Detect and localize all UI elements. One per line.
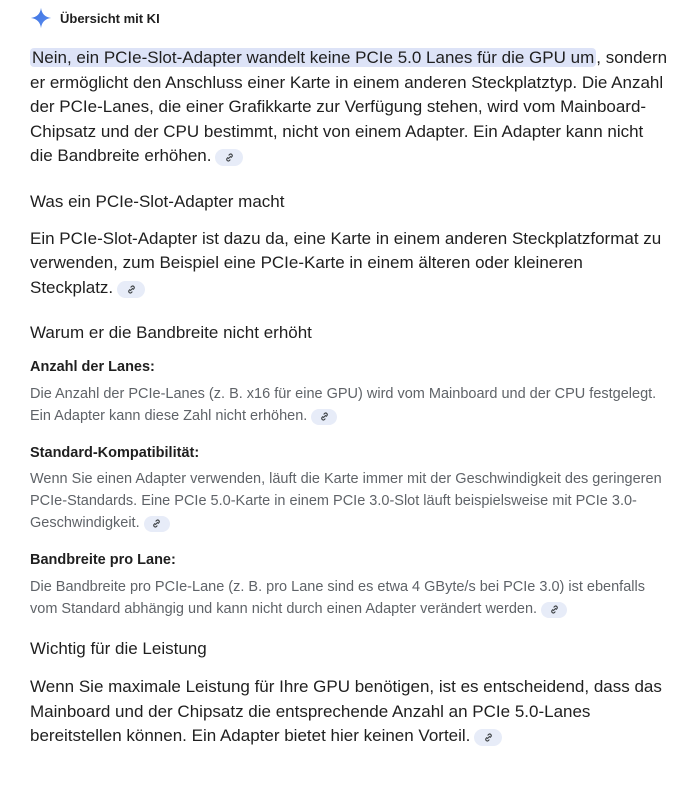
overview-title: Übersicht mit KI xyxy=(60,10,160,26)
source-link-button[interactable] xyxy=(117,281,145,298)
section-text: Wenn Sie maximale Leistung für Ihre GPU benötigen, ist es entscheidend, dass das Mainboard und der Chipsatz die entsprechende Anzahl an PCIe 5.0-Lanes bereitstellen können. Ein Adapter bietet hier keinen Vorteil. xyxy=(30,677,662,745)
link-icon xyxy=(224,152,235,163)
list-item-text xyxy=(30,468,668,534)
section-heading: Wichtig für die Leistung xyxy=(30,639,207,658)
section-paragraph xyxy=(30,675,668,749)
section-text: Ein PCIe-Slot-Adapter ist dazu da, eine Karte in einem anderen Steckplatzformat zu verwenden, zum Beispiel eine PCIe-Karte in einem älteren oder kleineren Steckplatz. xyxy=(30,228,662,297)
overview-header xyxy=(30,0,668,36)
link-icon xyxy=(151,518,162,529)
source-link-button[interactable] xyxy=(311,409,337,425)
section-heading: Was ein PCIe-Slot-Adapter macht xyxy=(30,191,285,211)
link-icon xyxy=(319,411,330,422)
list-item-body: Die Bandbreite pro PCIe-Lane (z. B. pro Lane sind es etwa 4 GByte/s bei PCIe 3.0) ist ebenfalls vom Standard abhängig und kann nicht durch einen Adapter verändert werden. xyxy=(30,579,645,617)
list-item-title: Anzahl der Lanes: xyxy=(30,359,155,375)
list-item-title: Bandbreite pro Lane: xyxy=(30,552,176,568)
list-item-body: Wenn Sie einen Adapter verwenden, läuft die Karte immer mit der Geschwindigkeit des geringeren PCIe-Standards. Eine PCIe 5.0-Karte in einem PCIe 3.0-Slot läuft beispielsweise mit PCIe 3.0-Geschwindigkeit. xyxy=(30,471,662,531)
sparkle-icon xyxy=(30,7,52,29)
section-paragraph xyxy=(30,227,668,301)
list-item-body: Die Anzahl der PCIe-Lanes (z. B. x16 für eine GPU) wird vom Mainboard und der CPU festgelegt. Ein Adapter kann diese Zahl nicht erhöhen. xyxy=(30,386,657,424)
source-link-button[interactable] xyxy=(215,149,243,166)
source-link-button[interactable] xyxy=(144,516,170,532)
intro-highlight: Nein, ein PCIe-Slot-Adapter wandelt keine PCIe 5.0 Lanes für die GPU um xyxy=(32,48,595,67)
source-link-button[interactable] xyxy=(541,602,567,618)
intro-rest: , sondern er ermöglicht den Anschluss einer Karte in einem anderen Steckplatztyp. Die Anzahl der PCIe-Lanes, die einer Grafikkarte zur Verfügung stehen, wird vom Mainboard-Chipsatz und der CPU bestimmt, nicht von einem Adapter. Ein Adapter kann nicht die Bandbreite erhöhen. xyxy=(30,48,668,165)
list-item-title: Standard-Kompatibilität: xyxy=(30,445,200,461)
source-link-button[interactable] xyxy=(474,729,502,746)
link-icon xyxy=(126,284,137,295)
link-icon xyxy=(483,732,494,743)
link-icon xyxy=(549,604,560,615)
list-item-text xyxy=(30,383,668,427)
intro-paragraph xyxy=(30,46,668,169)
section-heading: Warum er die Bandbreite nicht erhöht xyxy=(30,323,312,342)
list-item-text xyxy=(30,576,668,620)
